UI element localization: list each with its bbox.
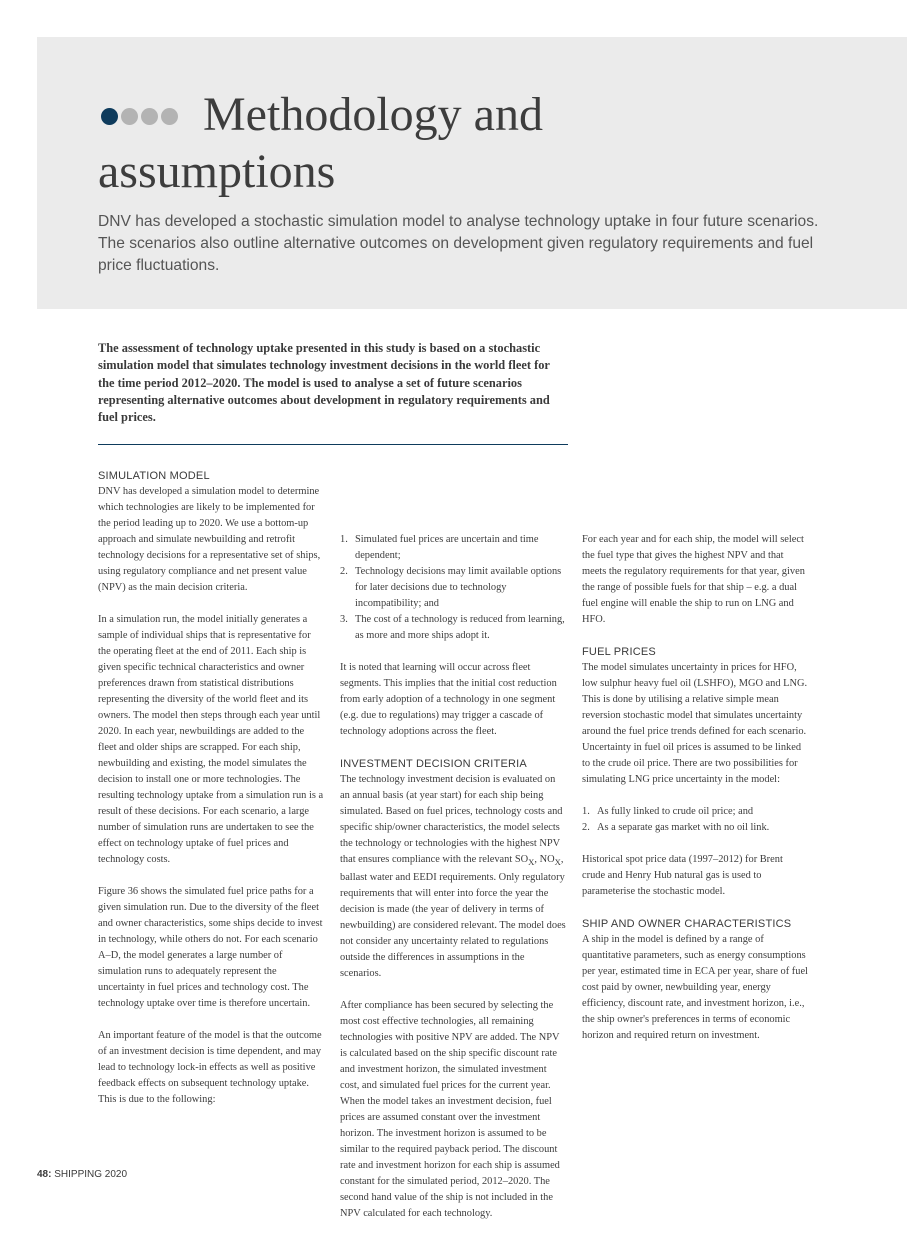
page-title-line-2: assumptions [98,145,336,198]
column-3 [582,340,808,1060]
feedback-list [340,532,566,644]
list-item: 2. Technology decisions may limit available options for later decisions due to technology incompatibility; and [340,566,562,609]
page-title [98,86,858,200]
paragraph: An important feature of the model is that the outcome of an investment decision is time dependent, and may lead to technology lock-in effects as well as positive feedback effects on subsequent technology uptake. This is due to the following: [98,1030,322,1105]
paragraph: After compliance has been secured by selecting the most cost effective technologies, all remaining technologies with positive NPV are added. The NPV is calculated based on the ship specific discount rate and investment horizon, the simulated investment cost, and simulated fuel prices for the current year. When the model takes an investment decision, fuel prices are assumed constant over the investment horizon. The investment horizon is assumed to be similar to the required payback period. The discount rate and investment horizon for each ship is assumed constant for the simulated period, 2012–2020. The second hand value of the ship is not included in the NPV calculated for each technology. [340,1000,560,1220]
page-footer [37,1169,127,1180]
paragraph: A ship in the model is defined by a range of quantitative parameters, such as energy consumptions per year, estimated time in ECA per year, share of fuel cost paid by owner, newbuilding year, energy efficiency, discount rate, and investment horizon, i.e., the ship owner's preferences in terms of economic horizon and required return on investment. [582,934,808,1041]
column-1 [98,468,324,1108]
paragraph: In a simulation run, the model initially generates a sample of individual ships that is representative for the operating fleet at the end of 2011. Each ship is given specific technical characteristics and owner preferences drawn from statistical distributions representing the diversity of the world fleet and its owners. The model then steps through each year until 2020. In each year, newbuildings are added to the fleet and older ships are scrapped. For each ship, newbuilding and existing, the model simulates the decision to install one or more technologies. The resulting technology uptake from a simulation run is a result of these decisions. For each scenario, a large number of simulation runs are undertaken to see the effect on technology uptake of fuel prices and technology costs. [98,614,324,865]
paragraph: The model simulates uncertainty in prices for HFO, low sulphur heavy fuel oil (LSHFO), MGO and LNG. This is done by utilising a relative simple mean reversion stochastic model that simulates uncertainty around the fuel price trends defined for each scenario. Uncertainty in fuel oil prices is assumed to be linked to the crude oil price. There are two possibilities for simulating LNG price uncertainty in the model: [582,662,808,785]
paragraph: DNV has developed a simulation model to determine which technologies are likely to be implemented for the period leading up to 2020. We use a bottom-up approach and simulate newbuilding and retrofit technology decisions for a representative set of ships, using regulatory compliance and net present value (NPV) as the main decision criteria. [98,486,321,593]
list-item: 1. As fully linked to crude oil price; and [582,806,754,817]
publication-name: SHIPPING 2020 [54,1169,128,1180]
section-heading-investment: INVESTMENT DECISION CRITERIA [340,758,527,770]
page-number: 48: [37,1169,52,1180]
column-3-spacer [582,340,808,532]
intro-paragraph: DNV has developed a stochastic simulation model to analyse technology uptake in four future scenarios. The scenarios also outline alternative outcomes on development given regulatory requirements and fuel price fluctuations. [98,213,819,274]
lead-paragraph: The assessment of technology uptake presented in this study is based on a stochastic simulation model that simulates technology investment decisions in the world fleet for the time period 2012–2020. The model is used to analyse a set of future scenarios representing alternative outcomes about development in regulatory requirements and fuel prices. [98,341,550,425]
paragraph: The technology investment decision is evaluated on an annual basis (at year start) for each ship being simulated. Based on fuel prices, technology costs and specific ship/owner characteristics, the model selects the technology or technologies with the highest NPV that ensures compliance with the relevant $SO_X$, $NO_X$, ballast water and EEDI requirements. Only regulatory requirements that will enter into force the year the decision is made (the year of delivery in terms of newbuilding) are considered relevant. The model does not consider any uncertainty related to regulations outside the differences in assumptions in the scenarios. [340,774,566,980]
column-2-spacer [340,468,566,532]
paragraph: Figure 36 shows the simulated fuel price paths for a given simulation run. Due to the diversity of the fleet and owner characteristics, some ships decide to invest in technology, while others do not. For each scenario A–D, the model generates a large number of simulation runs to adequately represent the uncertainty in fuel prices and technology cost. The technology uptake over time is therefore uncertain. [98,886,323,1009]
section-heading-ship-owner: SHIP AND OWNER CHARACTERISTICS [582,918,792,930]
lng-options-list [582,804,808,836]
page-title-line-1: Methodology and [203,88,543,141]
list-item: 3. The cost of a technology is reduced from learning, as more and more ships adopt it. [340,614,565,641]
paragraph: It is noted that learning will occur across fleet segments. This implies that the initial cost reduction from early adoption of a technology in one segment (e.g. due to regulations) may trigger a cascade of technology adoptions across the fleet. [340,662,557,737]
section-heading-simulation-model: SIMULATION MODEL [98,470,210,482]
paragraph: Historical spot price data (1997–2012) for Brent crude and Henry Hub natural gas is used to parameterise the stochastic model. [582,854,783,897]
column-2 [340,468,566,1238]
section-heading-fuel-prices: FUEL PRICES [582,646,656,658]
lead-divider [98,444,568,445]
list-item: 1. Simulated fuel prices are uncertain and time dependent; [340,534,539,561]
paragraph: For each year and for each ship, the model will select the fuel type that gives the highest NPV and that meets the regulatory requirements for that year, given the range of possible fuels for that ship – e.g. a dual fuel engine will enable the ship to run on LNG and HFO. [582,534,805,625]
list-item: 2. As a separate gas market with no oil link. [582,822,770,833]
